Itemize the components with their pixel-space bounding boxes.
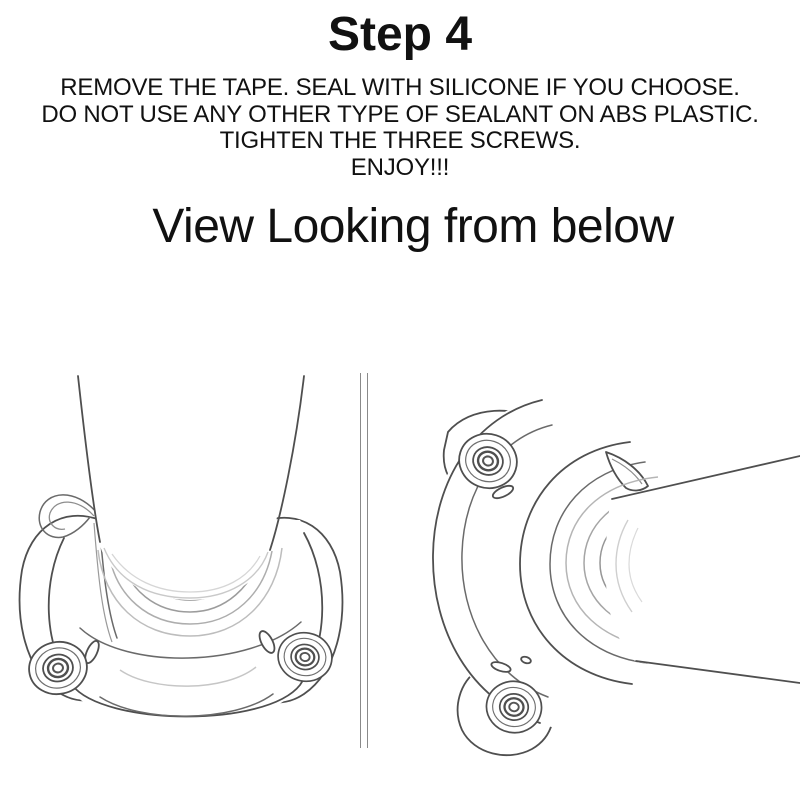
instructions-block: [0, 75, 800, 181]
instruction-line: ENJOY!!!: [350, 153, 450, 181]
view-caption: View Looking from below: [152, 200, 674, 253]
left-flange-illustration: [0, 370, 360, 800]
instruction-line: DO NOT USE ANY OTHER TYPE OF SEALANT ON ABS PLASTIC.: [41, 100, 759, 128]
right-flange-illustration: [400, 370, 800, 800]
figures-panel: [0, 370, 800, 800]
instruction-line: REMOVE THE TAPE. SEAL WITH SILICONE IF YOU CHOOSE.: [60, 74, 740, 101]
instruction-line: TIGHTEN THE THREE SCREWS.: [219, 127, 581, 154]
page-title: Step 4: [327, 8, 473, 61]
panel-divider: [360, 373, 368, 748]
